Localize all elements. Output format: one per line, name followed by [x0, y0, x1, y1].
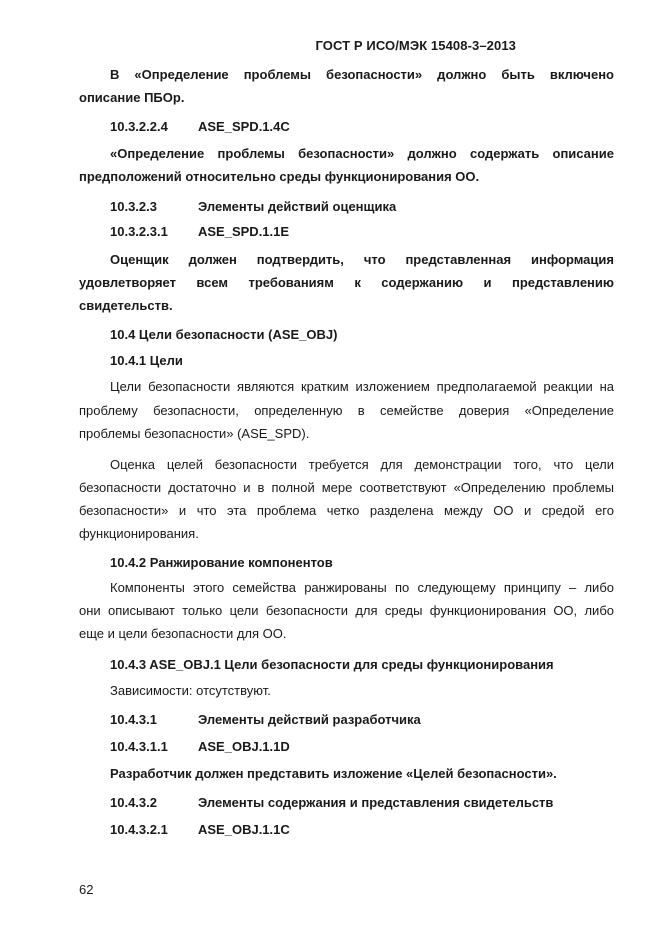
paragraph-line: Оценщик должен подтвердить, что представленная информация	[110, 252, 614, 267]
paragraph-line: «Определение проблемы безопасности» должно содержать описание	[110, 146, 614, 161]
clause-number: 10.4.3.2.1	[110, 822, 168, 837]
standard-header: ГОСТ Р ИСО/МЭК 15408-3–2013	[315, 38, 516, 53]
clause-label: ASE_SPD.1.1E	[198, 224, 290, 239]
paragraph-line: еще и цели безопасности для ОО.	[79, 626, 287, 641]
paragraph-line: проблему безопасности, определенную в семействе доверия «Определение	[79, 403, 614, 418]
clause-number: 10.4.3.1.1	[110, 739, 168, 754]
clause-label: ASE_OBJ.1.1D	[198, 739, 290, 754]
clause-number: 10.4.3.1	[110, 712, 157, 727]
section-heading: 10.4 Цели безопасности (ASE_OBJ)	[110, 327, 338, 342]
page-number: 62	[79, 882, 94, 897]
clause-label: ASE_SPD.1.4C	[198, 119, 290, 134]
paragraph-line: описание ПБОр.	[79, 90, 185, 105]
paragraph-line: Оценка целей безопасности требуется для демонстрации того, что цели	[110, 457, 614, 472]
paragraph-line: свидетельств.	[79, 298, 173, 313]
clause-label: Элементы действий оценщика	[198, 199, 397, 214]
subsection-heading: 10.4.1 Цели	[110, 353, 183, 368]
paragraph-line: они описывают только цели безопасности для среды функционирования ОО, либо	[79, 603, 614, 618]
paragraph-line: Разработчик должен представить изложение «Целей безопасности».	[110, 766, 557, 781]
paragraph-line: безопасности достаточно и в полной мере соответствуют «Определению проблемы	[79, 480, 614, 495]
clause-label: Элементы действий разработчика	[198, 712, 421, 727]
paragraph-line: Зависимости: отсутствуют.	[110, 683, 271, 698]
paragraph-line: безопасности» и что эта проблема четко разделена между ОО и средой его	[79, 503, 614, 518]
subsection-heading: 10.4.2 Ранжирование компонентов	[110, 555, 333, 570]
clause-number: 10.3.2.3.1	[110, 224, 168, 239]
clause-number: 10.3.2.3	[110, 199, 157, 214]
paragraph-line: удовлетворяет всем требованиям к содержанию и представлению	[79, 275, 614, 290]
paragraph-line: В «Определение проблемы безопасности» должно быть включено	[110, 67, 614, 82]
clause-label: ASE_OBJ.1.1C	[198, 822, 290, 837]
clause-number: 10.3.2.2.4	[110, 119, 168, 134]
paragraph-line: предположений относительно среды функционирования ОО.	[79, 169, 480, 184]
clause-number: 10.4.3.2	[110, 795, 157, 810]
paragraph-line: функционирования.	[79, 526, 199, 541]
paragraph-line: проблемы безопасности» (ASE_SPD).	[79, 426, 310, 441]
paragraph-line: Компоненты этого семейства ранжированы по следующему принципу – либо	[110, 580, 614, 595]
subsection-heading: 10.4.3 ASE_OBJ.1 Цели безопасности для среды функционирования	[110, 657, 554, 672]
paragraph-line: Цели безопасности являются кратким изложением предполагаемой реакции на	[110, 379, 614, 394]
clause-label: Элементы содержания и представления свидетельств	[198, 795, 554, 810]
